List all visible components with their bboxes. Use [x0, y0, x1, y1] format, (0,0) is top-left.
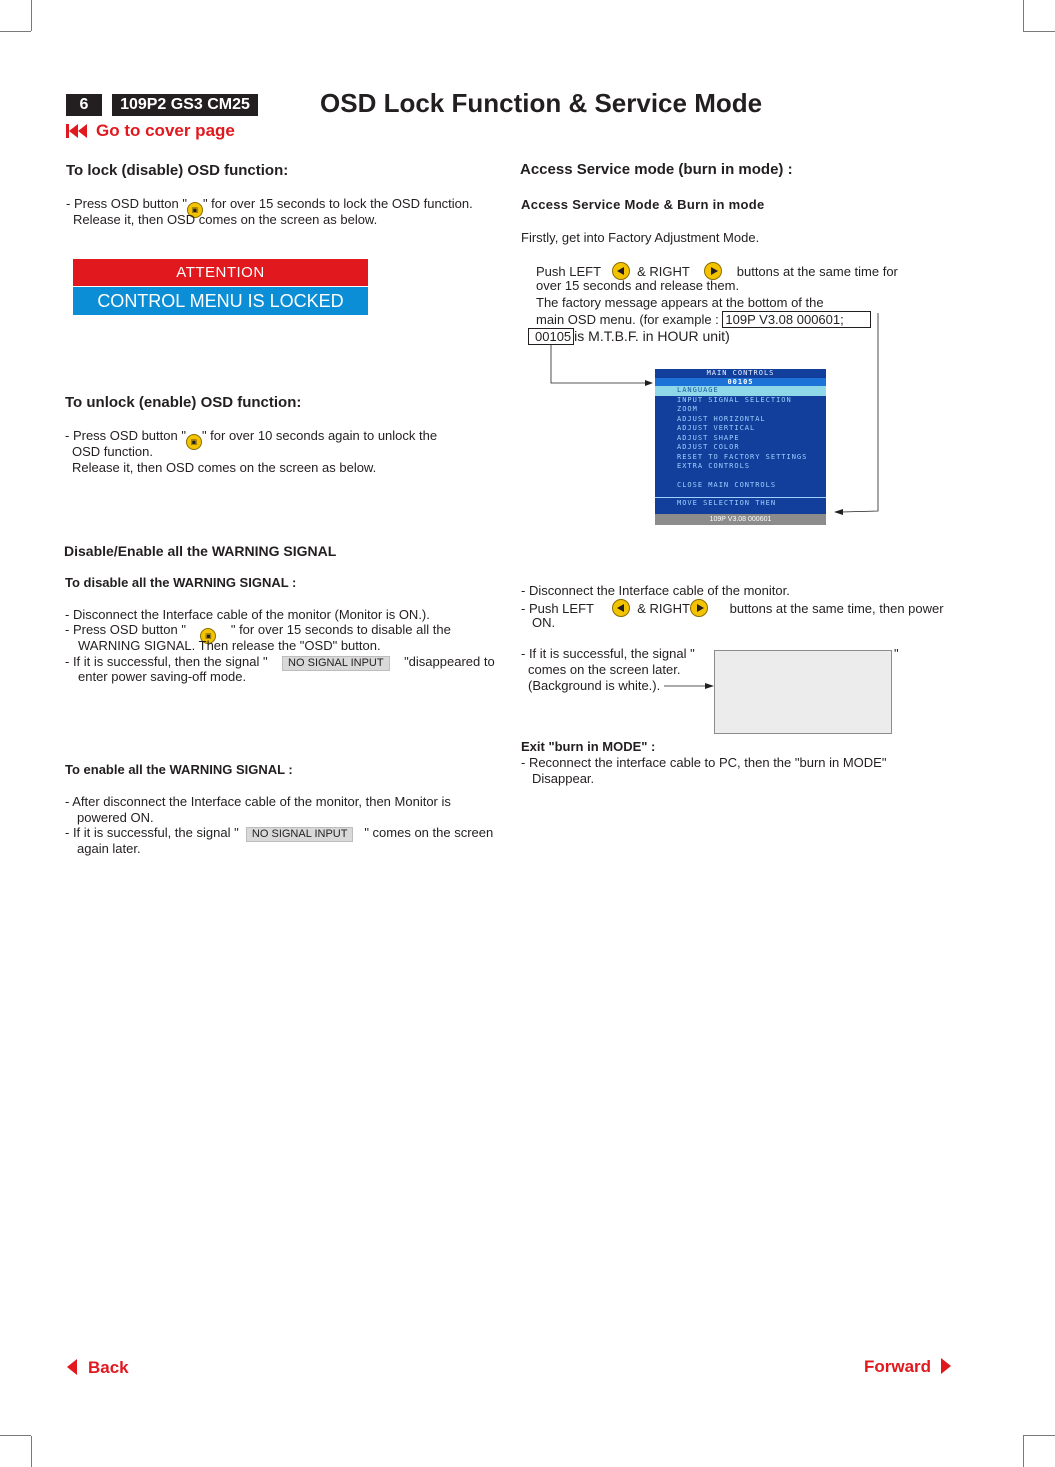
unlock-line-3: Release it, then OSD comes on the screen as below. — [72, 460, 377, 475]
forward-arrow-icon — [940, 1358, 952, 1374]
no-signal-badge: NO SIGNAL INPUT — [282, 656, 390, 671]
forward-link[interactable] — [864, 1357, 952, 1377]
osd-item: ADJUST SHAPE — [677, 433, 740, 442]
control-menu-locked-banner: CONTROL MENU IS LOCKED — [73, 287, 368, 315]
success-line-2: comes on the screen later. — [528, 662, 681, 677]
arrow-right-icon — [664, 680, 716, 692]
service-subheading: Access Service Mode & Burn in mode — [521, 197, 765, 212]
lock-line-2: Release it, then OSD comes on the screen as below. — [73, 212, 378, 227]
lock-line-1: - Press OSD button " ▣ " for over 15 seconds to lock the OSD function. — [66, 196, 473, 218]
unlock-line-1: - Press OSD button " ▣ " for over 10 seconds again to unlock the — [65, 428, 437, 450]
osd-item: EXTRA CONTROLS — [677, 462, 751, 470]
enable-warning-heading: To enable all the WARNING SIGNAL : — [65, 762, 293, 777]
mtbf-line: 00105 is M.T.B.F. in HOUR unit) — [528, 328, 730, 345]
exit-heading: Exit "burn in MODE" : — [521, 739, 656, 754]
osd-hours: 00105 — [655, 378, 826, 386]
disable-line-1: - Disconnect the Interface cable of the monitor (Monitor is ON.). — [65, 607, 430, 622]
disable-warning-heading: To disable all the WARNING SIGNAL : — [65, 575, 297, 590]
burn-line-1: - Disconnect the Interface cable of the monitor. — [521, 583, 790, 598]
back-arrow-icon — [66, 1359, 78, 1375]
crop-mark — [1023, 1435, 1055, 1436]
disable-line-2: - Press OSD button " ▣ " for over 15 seconds to disable all the — [65, 622, 451, 644]
no-signal-badge: NO SIGNAL INPUT — [246, 827, 354, 842]
osd-item: ADJUST HORIZONTAL — [677, 414, 766, 423]
exit-line-2: Disappear. — [532, 771, 595, 786]
osd-button-icon: ▣ — [186, 434, 202, 450]
lock-heading: To lock (disable) OSD function: — [66, 162, 289, 179]
osd-item: INPUT SIGNAL SELECTION — [677, 395, 792, 404]
osd-item: ADJUST VERTICAL — [677, 424, 756, 432]
factory-message-box: 109P V3.08 000601; — [722, 311, 870, 328]
crop-mark — [0, 1435, 31, 1436]
page-title: OSD Lock Function & Service Mode — [320, 88, 763, 118]
back-label: Back — [88, 1358, 129, 1377]
osd-item: ZOOM — [677, 405, 698, 413]
success-line-1-quote: " — [894, 646, 899, 661]
model-badge: 109P2 GS3 CM25 — [112, 94, 258, 116]
osd-item: LANGUAGE — [655, 386, 826, 396]
unlock-line-2: OSD function. — [72, 444, 153, 459]
push-line-1: Push LEFT & RIGHT buttons at the same time for — [536, 264, 898, 279]
enable-line-4: again later. — [77, 841, 141, 856]
osd-button-icon: ▣ — [200, 628, 216, 644]
crop-mark — [1023, 1436, 1024, 1467]
success-line-1: - If it is successful, the signal " — [521, 646, 695, 661]
enable-line-2: powered ON. — [77, 810, 154, 825]
osd-factory-footer: 109P V3.08 000601 — [655, 514, 826, 525]
cover-link-label: Go to cover page — [96, 121, 235, 140]
success-line-3: (Background is white.). — [528, 678, 661, 693]
push-line-4: main OSD menu. (for example : 109P V3.08 000601; — [536, 312, 871, 328]
attention-banner: ATTENTION — [73, 259, 368, 286]
burn-line-2: - Push LEFT & RIGHT buttons at the same time, then power — [521, 601, 944, 616]
page-number: 6 — [66, 94, 102, 116]
osd-item: ADJUST COLOR — [677, 443, 740, 451]
push-line-2: over 15 seconds and release them. — [536, 278, 740, 293]
enable-line-1: - After disconnect the Interface cable of the monitor, then Monitor is — [65, 794, 451, 809]
osd-close-item: CLOSE MAIN CONTROLS — [677, 480, 777, 489]
white-screen-sample — [714, 650, 892, 734]
osd-main-controls-menu — [655, 369, 826, 514]
osd-menu-title: MAIN CONTROLS — [655, 369, 826, 378]
warning-heading: Disable/Enable all the WARNING SIGNAL — [64, 543, 337, 559]
burn-line-3: ON. — [532, 615, 556, 630]
disable-line-5: enter power saving-off mode. — [78, 669, 247, 684]
hours-box: 00105 — [528, 328, 574, 345]
enable-line-3: - If it is successful, the signal " NO SIGNAL INPUT " comes on the screen — [65, 825, 494, 840]
service-heading: Access Service mode (burn in mode) : — [520, 161, 793, 178]
disable-line-4: - If it is successful, then the signal " NO SIGNAL INPUT "disappeared to — [65, 654, 495, 669]
unlock-heading: To unlock (enable) OSD function: — [65, 394, 302, 411]
osd-item: RESET TO FACTORY SETTINGS — [677, 452, 808, 461]
disable-line-3: WARNING SIGNAL. Then release the "OSD" button. — [78, 638, 381, 653]
right-arrow-icon — [690, 599, 708, 617]
exit-line-1: - Reconnect the interface cable to PC, then the "burn in MODE" — [521, 755, 887, 770]
osd-button-icon: ▣ — [187, 202, 203, 218]
forward-label: Forward — [864, 1357, 932, 1376]
left-arrow-icon — [612, 599, 630, 617]
push-line-3: The factory message appears at the bottom of the — [536, 295, 824, 310]
firstly-text: Firstly, get into Factory Adjustment Mode. — [521, 230, 760, 245]
crop-mark — [31, 1436, 32, 1467]
osd-move-item: MOVE SELECTION THEN — [677, 499, 777, 507]
back-link[interactable] — [66, 1358, 129, 1378]
connector-arrows — [0, 0, 1055, 560]
